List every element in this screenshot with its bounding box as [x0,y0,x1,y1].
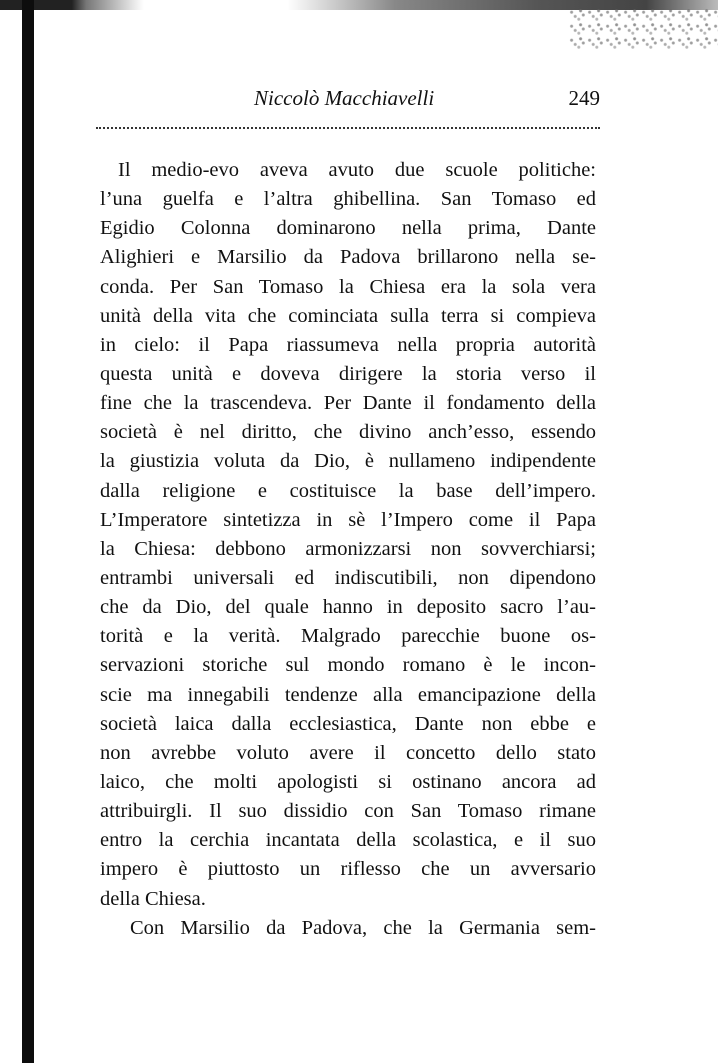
text-line: entrambi universali ed indiscutibili, non dipendono [100,566,596,589]
text-line: l’una guelfa e l’altra ghibellina. San Tomaso ed [100,188,596,211]
running-head [100,86,600,116]
text-line: società è nel diritto, che divino anch’esso, essendo [100,421,596,444]
text-line: servazioni storiche sul mondo romano è le incon- [100,654,596,677]
text-line: Il medio-evo aveva avuto due scuole politiche: [118,159,596,181]
text-line: L’Imperatore sintetizza in sè l’Impero come il Papa [100,508,596,531]
text-line: laico, che molti apologisti si ostinano ancora ad [100,770,596,793]
page-number: 249 [568,86,600,110]
book-binding-edge [22,0,34,1063]
text-line: che da Dio, del quale hanno in deposito sacro l’au- [100,596,596,619]
text-line: impero è piuttosto un riflesso che un avversario [100,858,596,881]
text-line: la Chiesa: debbono armonizzarsi non sovverchiarsi; [100,537,596,560]
text-line: società laica dalla ecclesiastica, Dante non ebbe e [100,712,596,735]
text-line: fine che la trascendeva. Per Dante il fondamento della [100,392,596,415]
text-line: Egidio Colonna dominarono nella prima, Dante [100,217,596,240]
text-line: la giustizia voluta da Dio, è nullameno indipendente [100,450,596,473]
header-dotted-rule [96,127,600,129]
text-line: scie ma innegabili tendenze alla emancipazione della [100,683,596,706]
text-line: torità e la verità. Malgrado parecchie buone os- [100,625,596,648]
text-line: unità della vita che cominciata sulla terra si compieva [100,304,596,327]
text-line: della Chiesa. [100,887,206,910]
text-line: non avrebbe voluto avere il concetto dello stato [100,741,596,764]
scan-speckle-noise [568,8,718,50]
text-line: conda. Per San Tomaso la Chiesa era la sola vera [100,275,596,298]
text-line: attribuirgli. Il suo dissidio con San Tomaso rimane [100,800,596,823]
text-line: Con Marsilio da Padova, che la Germania sem- [130,916,596,939]
text-line: dalla religione e costituisce la base dell’impero. [100,479,596,502]
page-body-text [100,156,596,943]
text-line: Alighieri e Marsilio da Padova brillarono nella se- [100,246,596,269]
text-line: questa unità e doveva dirigere la storia verso il [100,362,596,385]
running-title: Niccolò Macchiavelli [254,86,435,110]
text-line: in cielo: il Papa riassumeva nella propria autorità [100,333,596,356]
text-line: entro la cerchia incantata della scolastica, e il suo [100,829,596,852]
